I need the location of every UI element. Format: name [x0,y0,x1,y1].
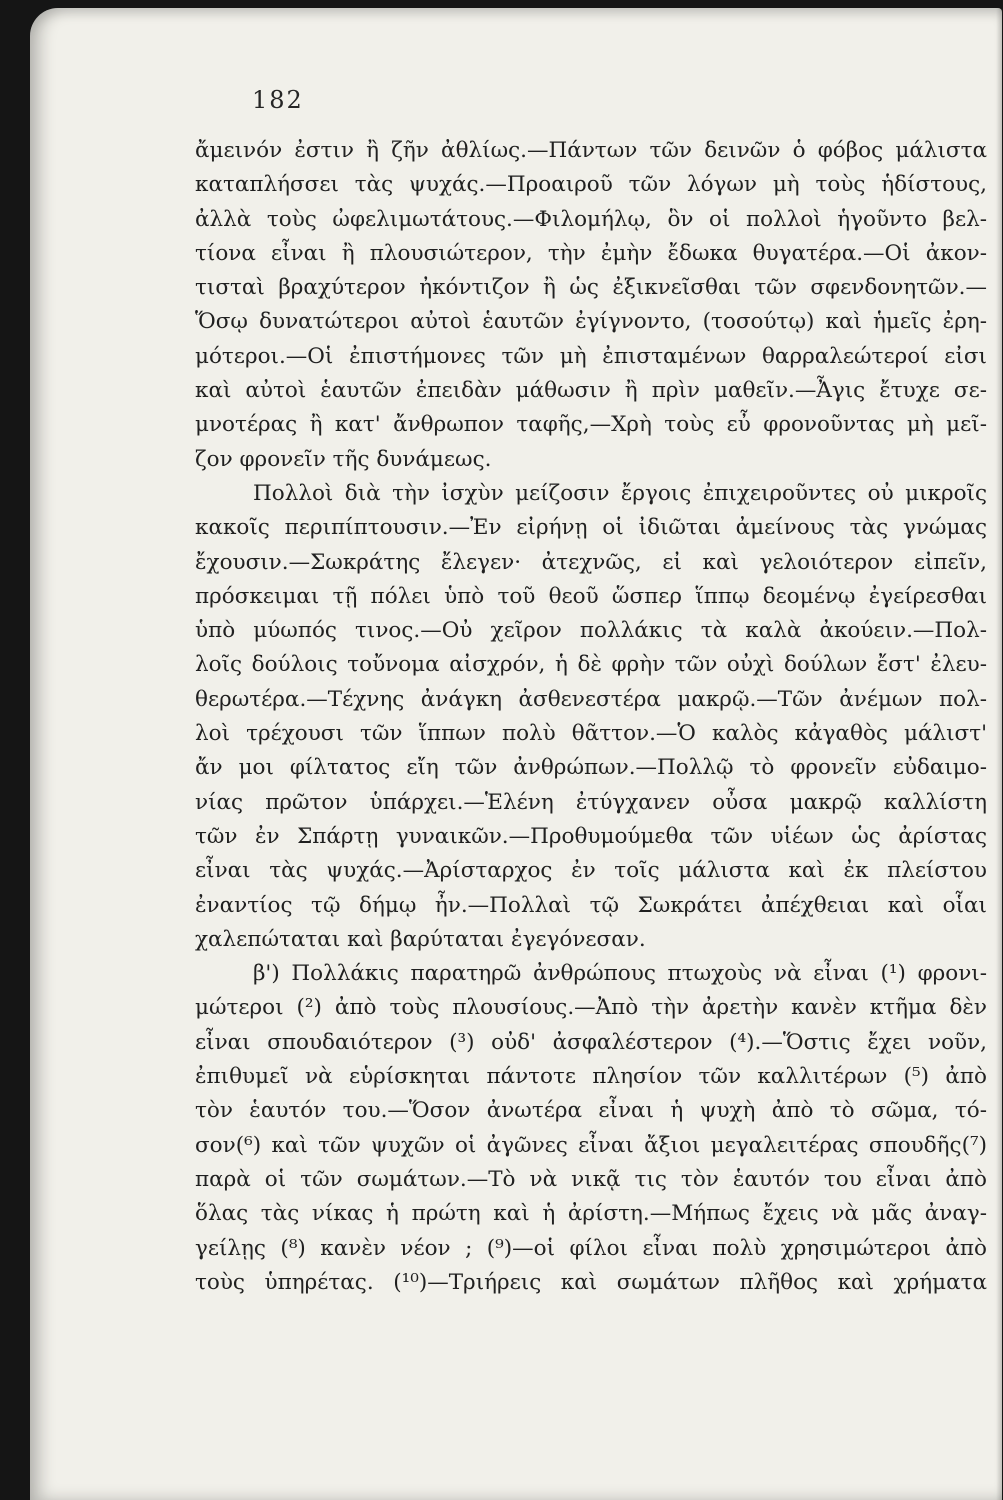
paragraph [195,477,987,957]
text-line: τισταὶ βραχύτερον ἠκόντιζον ἢ ὡς ἐξικνεῖσθαι τῶν σφενδονητῶν.— [195,275,987,301]
text-line: ζον φρονεῖν τῆς δυνάμεως. [195,446,492,472]
page-edge-shadow [996,8,1002,1500]
text-line: τοὺς ὑπηρέτας. (¹⁰)—Τριήρεις καὶ σωμάτων πλῆθος καὶ χρήματα [195,1269,987,1295]
text-line: μνοτέρας ἢ κατ' ἄνθρωπον ταφῆς,—Χρὴ τοὺς εὖ φρονοῦντας μὴ μεῖ- [195,412,987,438]
body-text [195,134,987,1300]
text-line: ἄν μοι φίλτατος εἴη τῶν ἀνθρώπων.—Πολλῷ τὸ φρονεῖν εὐδαιμο- [195,755,987,781]
text-line: σον(⁶) καὶ τῶν ψυχῶν οἱ ἀγῶνες εἶναι ἄξιοι μεγαλειτέρας σπουδῆς(⁷) [195,1132,987,1158]
text-line: κακοῖς περιπίπτουσιν.—Ἐν εἰρήνῃ οἱ ἰδιῶται ἀμείνους τὰς γνώμας [195,515,987,541]
text-line: β') Πολλάκις παρατηρῶ ἀνθρώπους πτωχοὺς νὰ εἶναι (¹) φρονι- [253,961,987,987]
text-line: ἔχουσιν.—Σωκράτης ἔλεγεν· ἀτεχνῶς, εἰ καὶ γελοιότερον εἰπεῖν, [195,549,987,575]
text-line: ἄμεινόν ἐστιν ἢ ζῆν ἀθλίως.—Πάντων τῶν δεινῶν ὁ φόβος μάλιστα [195,138,987,163]
text-line: Πολλοὶ διὰ τὴν ἰσχὺν μείζοσιν ἔργοις ἐπιχειροῦντες οὐ μικροῖς [253,480,987,506]
page-number: 182 [252,86,304,114]
text-line: μώτεροι (²) ἀπὸ τοὺς πλουσίους.—Ἀπὸ τὴν ἀρετὴν κανὲν κτῆμα δὲν [195,995,987,1021]
text-line: ἀλλὰ τοὺς ὠφελιμωτάτους.—Φιλομήλῳ, ὃν οἱ πολλοὶ ἡγοῦντο βελ- [195,206,987,232]
text-line: πρόσκειμαι τῇ πόλει ὑπὸ τοῦ θεοῦ ὥσπερ ἵππῳ δεομένῳ ἐγείρεσθαι [195,583,987,609]
book-page [30,8,1002,1500]
text-line: καὶ αὐτοὶ ἑαυτῶν ἐπειδὰν μάθωσιν ἢ πρὶν μαθεῖν.—Ἆγις ἔτυχε σε- [195,378,987,404]
text-line: χαλεπώταται καὶ βαρύταται ἐγεγόνεσαν. [195,926,646,952]
text-line: τὸν ἑαυτόν του.—Ὅσον ἀνωτέρα εἶναι ἡ ψυχὴ ἀπὸ τὸ σῶμα, τό- [195,1098,987,1124]
text-line: λοῖς δούλοις τοὔνομα αἰσχρόν, ἡ δὲ φρὴν τῶν οὐχὶ δούλων ἔστ' ἐλευ- [195,652,987,678]
text-line: εἶναι τὰς ψυχάς.—Ἀρίσταρχος ἐν τοῖς μάλιστα καὶ ἐκ πλείστου [195,858,987,884]
text-line: νίας πρῶτον ὑπάρχει.—Ἑλένη ἐτύγχανεν οὖσα μακρῷ καλλίστη [195,789,987,815]
text-line: τίονα εἶναι ἢ πλουσιώτερον, τὴν ἐμὴν ἔδωκα θυγατέρα.—Οἱ ἀκον- [195,240,987,266]
text-line: ὑπὸ μύωπός τινος.—Οὐ χεῖρον πολλάκις τὰ καλὰ ἀκούειν.—Πολ- [195,618,987,644]
text-line: θερωτέρα.—Τέχνης ἀνάγκη ἀσθενεστέρα μακρῷ.—Τῶν ἀνέμων πολ- [195,686,987,712]
text-line: εἶναι σπουδαιότερον (³) οὐδ' ἀσφαλέστερον (⁴).—Ὅστις ἔχει νοῦν, [195,1029,987,1055]
text-line: λοὶ τρέχουσι τῶν ἵππων πολὺ θᾶττον.—Ὁ καλὸς κἀγαθὸς μάλιστ' [195,721,987,747]
text-line: ὅλας τὰς νίκας ἡ πρώτη καὶ ἡ ἀρίστη.—Μήπως ἔχεις νὰ μᾶς ἀναγ- [195,1201,987,1227]
text-line: μότεροι.—Οἱ ἐπιστήμονες τῶν μὴ ἐπισταμένων θαρραλεώτεροί εἰσι [195,343,987,369]
text-line: τῶν ἐν Σπάρτῃ γυναικῶν.—Προθυμούμεθα τῶν υἱέων ὡς ἀρίστας [195,823,987,849]
text-line: ἐπιθυμεῖ νὰ εὑρίσκηται πάντοτε πλησίον τῶν καλλιτέρων (⁵) ἀπὸ [195,1064,987,1090]
paragraph [195,957,987,1300]
text-line: ἐναντίος τῷ δήμῳ ἦν.—Πολλαὶ τῷ Σωκράτει ἀπέχθειαι καὶ οἷαι [195,892,987,918]
paragraph [195,134,987,477]
text-line: Ὅσῳ δυνατώτεροι αὐτοὶ ἑαυτῶν ἐγίγνοντο, (τοσούτῳ) καὶ ἡμεῖς ἐρη- [195,309,987,335]
text-line: καταπλήσσει τὰς ψυχάς.—Προαιροῦ τῶν λόγων μὴ τοὺς ἡδίστους, [195,172,987,198]
text-line: γείλῃς (⁸) κανὲν νέον ; (⁹)—οἱ φίλοι εἶναι πολὺ χρησιμώτεροι ἀπὸ [195,1235,987,1261]
text-line: παρὰ οἱ τῶν σωμάτων.—Τὸ νὰ νικᾷ τις τὸν ἑαυτόν του εἶναι ἀπὸ [195,1166,987,1192]
